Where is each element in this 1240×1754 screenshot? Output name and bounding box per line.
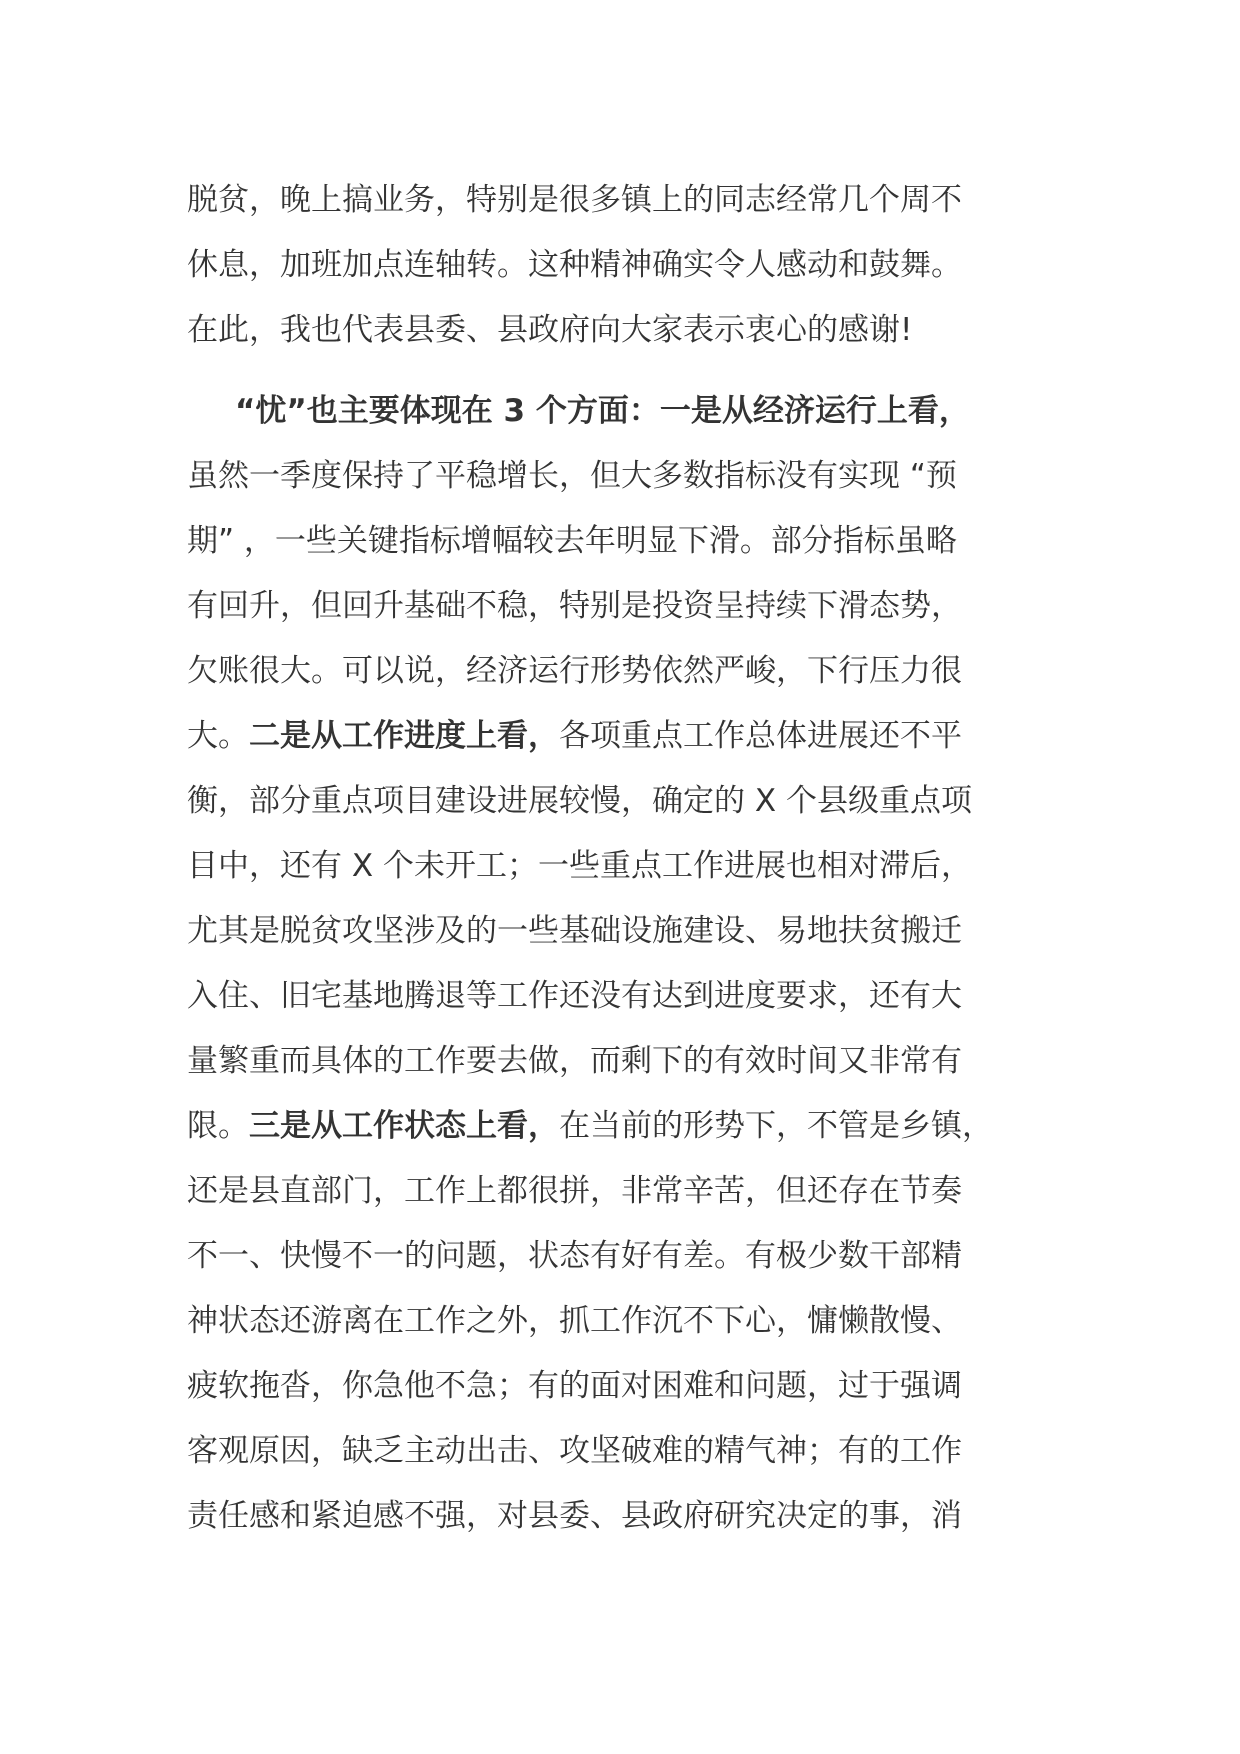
section-heading-line: “忧”也主要体现在 3 个方面：一是从经济运行上看， <box>235 393 970 429</box>
text-line: 休息，加班加点连轴转。这种精神确实令人感动和鼓舞。 <box>187 247 962 283</box>
text-line-mixed <box>187 704 1087 769</box>
text-line: 还是县直部门，工作上都很拼，非常辛苦，但还存在节奏 <box>187 1173 962 1209</box>
text-line: 尤其是脱贫攻坚涉及的一些基础设施建设、易地扶贫搬迁 <box>187 913 962 949</box>
text-line: 目中，还有 X 个未开工；一些重点工作进展也相对滞后， <box>187 848 972 884</box>
text-line: 有回升，但回升基础不稳，特别是投资呈持续下滑态势， <box>187 588 962 624</box>
text-line-mixed <box>187 1094 1087 1159</box>
text-segment: 大。 <box>187 718 249 754</box>
text-line: 入住、旧宅基地腾退等工作还没有达到进度要求，还有大 <box>187 978 962 1014</box>
text-segment: 在当前的形势下，不管是乡镇， <box>559 1108 993 1144</box>
text-line: 脱贫，晚上搞业务，特别是很多镇上的同志经常几个周不 <box>187 182 962 218</box>
text-line: 虽然一季度保持了平稳增长，但大多数指标没有实现 “预 <box>187 458 957 494</box>
text-line: 神状态还游离在工作之外，抓工作沉不下心，慵懒散慢、 <box>187 1303 962 1339</box>
bold-point-two: 二是从工作进度上看， <box>249 718 559 754</box>
text-segment: 限。 <box>187 1108 249 1144</box>
text-line: 期” ，一些关键指标增幅较去年明显下滑。部分指标虽略 <box>187 523 957 559</box>
paragraph-2 <box>187 379 1087 1549</box>
text-segment: 各项重点工作总体进展还不平 <box>559 718 962 754</box>
text-line: 衡，部分重点项目建设进展较慢，确定的 X 个县级重点项 <box>187 783 972 819</box>
text-line: 客观原因，缺乏主动出击、攻坚破难的精气神；有的工作 <box>187 1433 962 1469</box>
paragraph-spacer <box>187 363 1087 379</box>
body-text <box>187 168 1087 1549</box>
text-line: 在此，我也代表县委、县政府向大家表示衷心的感谢! <box>187 312 913 348</box>
text-line: 量繁重而具体的工作要去做，而剩下的有效时间又非常有 <box>187 1043 962 1079</box>
text-line: 疲软拖沓，你急他不急；有的面对困难和问题，过于强调 <box>187 1368 962 1404</box>
text-line: 欠账很大。可以说，经济运行形势依然严峻，下行压力很 <box>187 653 962 689</box>
bold-point-three: 三是从工作状态上看， <box>249 1108 559 1144</box>
text-line: 不一、快慢不一的问题，状态有好有差。有极少数干部精 <box>187 1238 962 1274</box>
paragraph-1 <box>187 168 1087 363</box>
text-line: 责任感和紧迫感不强，对县委、县政府研究决定的事，消 <box>187 1498 962 1534</box>
